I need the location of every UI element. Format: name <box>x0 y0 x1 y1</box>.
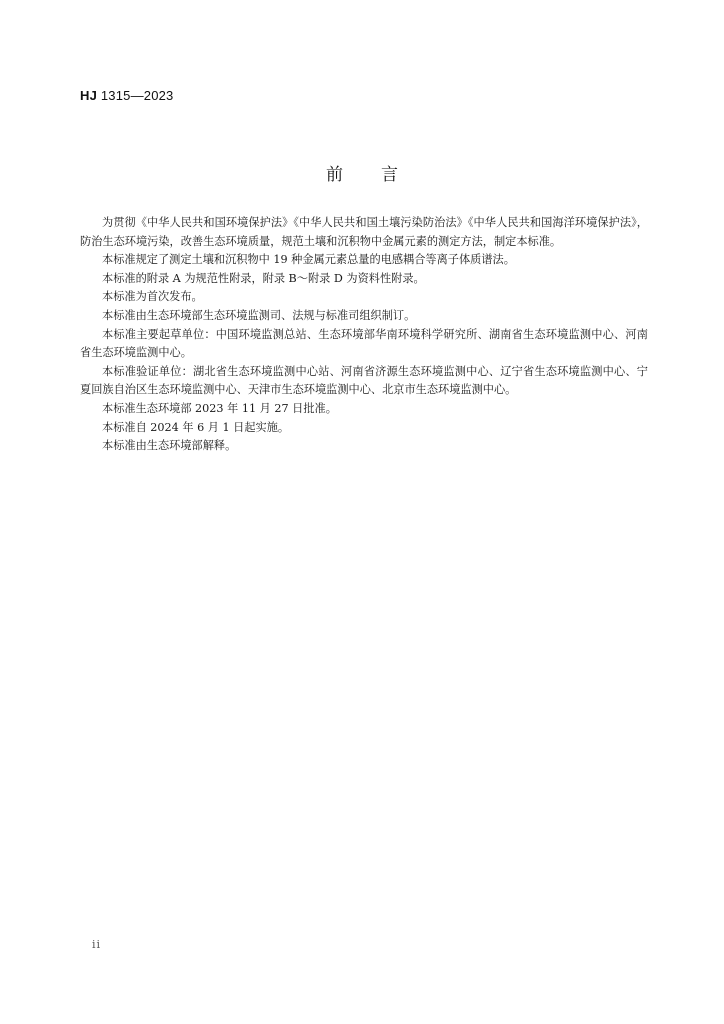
foreword-body <box>80 214 648 456</box>
page-title: 前言 <box>326 165 436 185</box>
paragraph-interpretation: 本标准由生态环境部解释。 <box>102 439 237 453</box>
paragraph-first-release: 本标准为首次发布。 <box>102 290 203 304</box>
page-number: ii <box>92 938 102 951</box>
standard-code-prefix: HJ <box>80 88 98 103</box>
paragraph-purpose: 为贯彻《中华人民共和国环境保护法》《中华人民共和国土壤污染防治法》《中华人民共和国海洋环境保护法》，防治生态环境污染，改善生态环境质量，规范土壤和沉积物中金属元素的测定方法，制定本标准。 <box>80 216 648 248</box>
paragraph-drafters: 本标准主要起草单位：中国环境监测总站、生态环境部华南环境科学研究所、湖南省生态环境监测中心、河南省生态环境监测中心。 <box>80 327 648 360</box>
paragraph-appendix: 本标准的附录 A 为规范性附录，附录 B～附录 D 为资料性附录。 <box>102 271 425 285</box>
paragraph-scope: 本标准规定了测定土壤和沉积物中 19 种金属元素总量的电感耦合等离子体质谱法。 <box>102 253 515 267</box>
standard-code <box>80 88 173 103</box>
standard-code-number: 1315—2023 <box>100 88 174 103</box>
paragraph-organizer: 本标准由生态环境部生态环境监测司、法规与标准司组织制订。 <box>102 308 416 322</box>
paragraph-effective-date: 本标准自 2024 年 6 月 1 日起实施。 <box>102 420 290 434</box>
paragraph-approval: 本标准生态环境部 2023 年 11 月 27 日批准。 <box>102 401 337 415</box>
paragraph-validators: 本标准验证单位：湖北省生态环境监测中心站、河南省济源生态环境监测中心、辽宁省生态环境监测中心、宁夏回族自治区生态环境监测中心、天津市生态环境监测中心、北京市生态环境监测中心。 <box>80 364 648 397</box>
